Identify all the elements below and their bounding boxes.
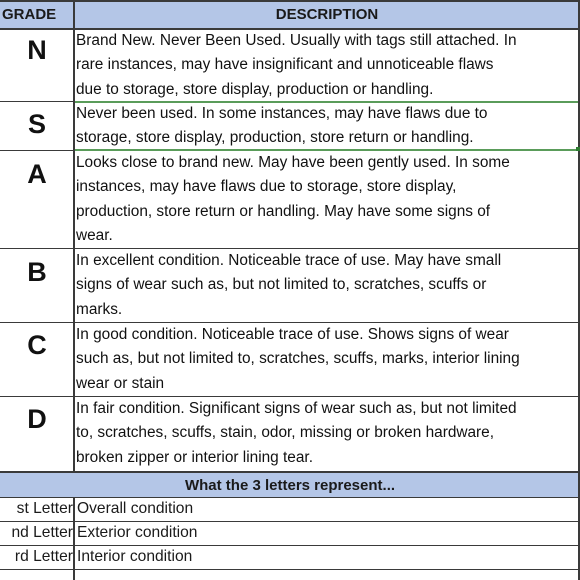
description-line: In fair condition. Significant signs of wear such as, but not limited xyxy=(76,400,517,417)
letter-key-label: rd Letter xyxy=(14,548,73,565)
description-line: rare instances, may have insignificant and unnoticeable flaws xyxy=(76,56,494,74)
letter-key-cell[interactable] xyxy=(0,497,73,521)
description-line: In good condition. Noticeable trace of use. Shows signs of wear xyxy=(76,326,509,343)
letter-meaning-label: Interior condition xyxy=(77,548,193,565)
selection-handle[interactable] xyxy=(576,147,580,151)
grade-letter: D xyxy=(27,404,47,434)
grid-line xyxy=(73,497,75,580)
description-line: marks. xyxy=(76,300,123,318)
grid-line xyxy=(0,150,74,151)
grade-letter: B xyxy=(27,257,47,287)
grid-line xyxy=(0,471,580,473)
grid-line xyxy=(0,569,580,570)
grade-cell-c[interactable] xyxy=(0,324,74,396)
grid-line xyxy=(0,0,580,2)
description-line: wear or stain xyxy=(76,374,165,392)
letter-meaning-label: Exterior condition xyxy=(77,524,198,541)
description-line: broken zipper or interior lining tear. xyxy=(76,448,313,466)
grade-cell-b[interactable] xyxy=(0,251,74,321)
description-line: due to storage, store display, production or handling. xyxy=(76,80,434,98)
letters-section-header[interactable] xyxy=(0,473,580,498)
grid-line xyxy=(0,28,580,30)
description-cell-c[interactable] xyxy=(76,323,580,396)
description-line: instances, may have flaws due to storage, store display, xyxy=(76,178,457,196)
grade-cell-d[interactable] xyxy=(0,398,74,470)
grade-header-label: GRADE xyxy=(2,6,57,23)
grid-line xyxy=(0,248,580,249)
description-line: production, store return or handling. May have some signs of xyxy=(76,202,491,220)
description-cell-n[interactable] xyxy=(76,29,580,102)
description-cell-s[interactable] xyxy=(76,102,580,151)
grade-letter: C xyxy=(27,330,47,360)
description-line: Brand New. Never Been Used. Usually with tags still attached. In xyxy=(76,32,517,49)
letter-key-cell[interactable] xyxy=(0,521,73,545)
description-line: In excellent condition. Noticeable trace of use. May have small xyxy=(76,252,502,269)
grade-cell-n[interactable] xyxy=(0,31,74,101)
grade-cell-a[interactable] xyxy=(0,153,74,248)
description-column-header[interactable] xyxy=(74,0,580,29)
letter-key-cell[interactable] xyxy=(0,545,73,569)
letter-meaning-label: Overall condition xyxy=(77,500,194,517)
grid-line xyxy=(0,497,580,498)
letter-meaning-cell[interactable] xyxy=(77,497,577,521)
grid-line xyxy=(0,322,580,323)
grade-letter: S xyxy=(27,109,46,139)
description-cell-b[interactable] xyxy=(76,249,580,322)
description-line: signs of wear such as, but not limited to, scratches, scuffs or xyxy=(76,276,487,294)
grid-line xyxy=(73,0,75,473)
grade-letter: N xyxy=(27,35,47,65)
selection-border xyxy=(74,101,580,103)
grade-cell-s[interactable] xyxy=(0,103,74,151)
description-cell-d[interactable] xyxy=(76,397,580,470)
grid-line xyxy=(0,521,580,522)
grade-letter: A xyxy=(27,159,47,189)
letter-key-label: nd Letter xyxy=(11,524,73,541)
description-line: to, scratches, scuffs, stain, odor, missing or broken hardware, xyxy=(76,424,495,442)
grid-line xyxy=(0,396,580,397)
description-line: Never been used. In some instances, may have flaws due to xyxy=(76,105,488,122)
description-cell-a[interactable] xyxy=(76,151,580,249)
letter-key-label: st Letter xyxy=(16,500,73,517)
letters-section-title: What the 3 letters represent... xyxy=(184,477,396,494)
description-line: wear. xyxy=(76,227,113,245)
grade-column-header[interactable] xyxy=(0,0,75,29)
description-header-label: DESCRIPTION xyxy=(275,6,379,23)
description-line: storage, store display, production, store return or handling. xyxy=(76,129,474,147)
description-line: such as, but not limited to, scratches, scuffs, marks, interior lining xyxy=(76,350,520,368)
grid-line xyxy=(0,545,580,546)
letter-meaning-cell[interactable] xyxy=(77,521,577,545)
selection-border xyxy=(74,149,580,151)
description-line: Looks close to brand new. May have been gently used. In some xyxy=(76,154,510,171)
letter-meaning-cell[interactable] xyxy=(77,545,577,569)
